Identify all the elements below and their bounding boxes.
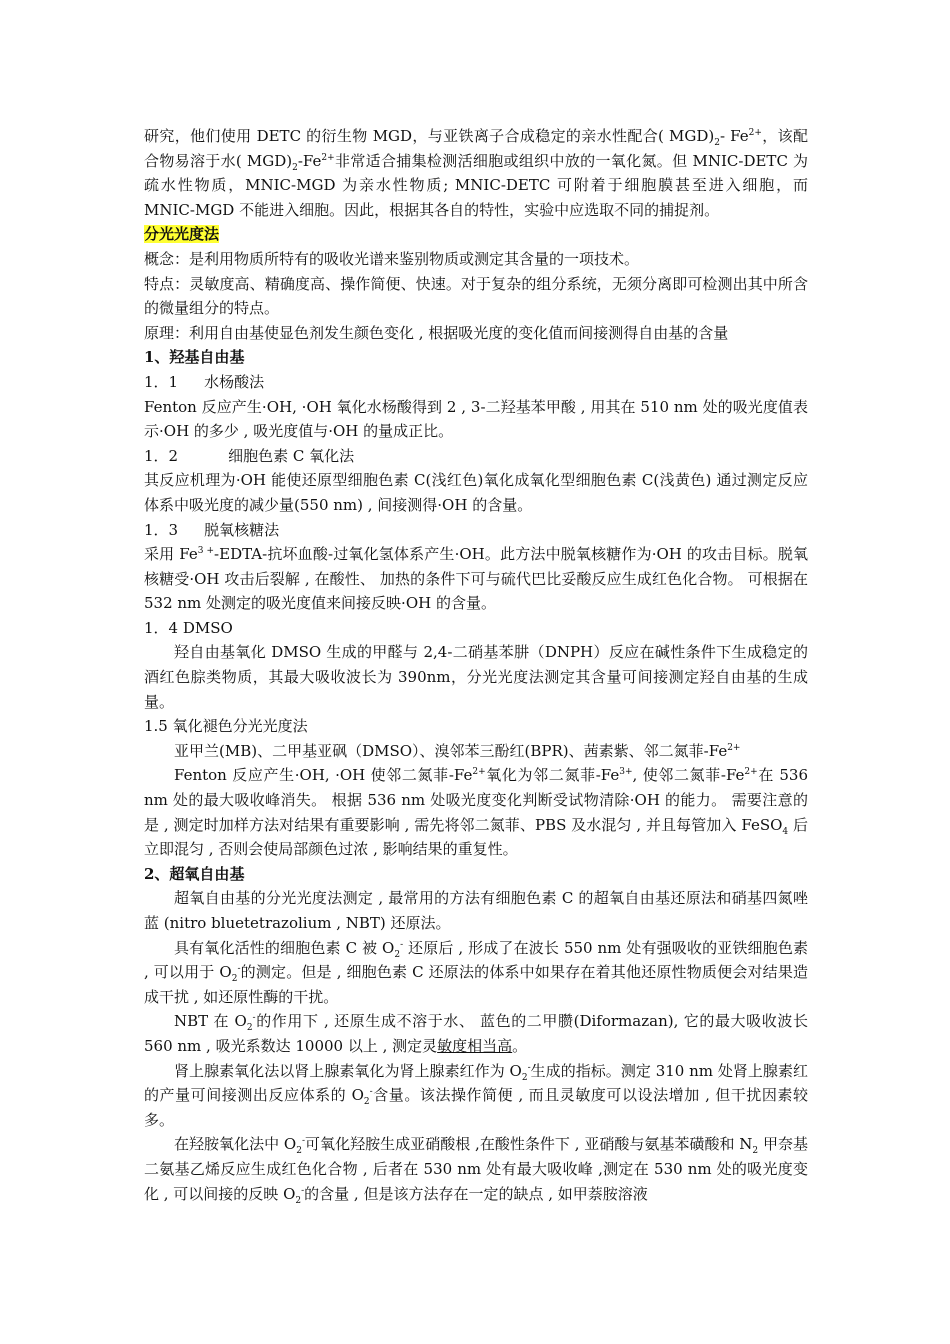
principle-line: 原理：利用自由基使显色剂发生颜色变化 , 根据吸光度的变化值而间接测得自由基的含量 bbox=[144, 323, 729, 342]
subscript: 2 bbox=[521, 1072, 528, 1083]
method-text-1-4: 羟自由基氧化 DMSO 生成的甲醛与 2,4-二硝基苯肼（DNPH）反应在碱性条件下生成稳定的酒红色腙类物质，其最大吸收波长为 390nm，分光光度法测定其含量可间接测定羟自由基的生成量。 bbox=[144, 643, 808, 711]
text-run: 采用 Fe bbox=[144, 545, 198, 564]
subscript: 2 bbox=[714, 138, 720, 148]
method-name: 水杨酸法 bbox=[204, 372, 265, 391]
method-name: 脱氧核糖法 bbox=[204, 520, 280, 539]
concept-line: 概念：是利用物质所特有的吸收光谱来鉴别物质或测定其含量的一项技术。 bbox=[144, 249, 640, 268]
text-run: 的测定。但是 , 细胞色素 C 还原法的体系中如果存在着其他还原性物质便会对结果造成干扰 , 如还原性酶的干扰。 bbox=[144, 963, 808, 1006]
superoxide-paragraph-4 bbox=[144, 1059, 808, 1133]
text-run: 氧化为邻二氮菲-Fe bbox=[485, 766, 620, 785]
document-body bbox=[144, 124, 808, 1206]
superscript: - bbox=[301, 1136, 306, 1147]
text-run: , 使邻二氮菲-Fe bbox=[632, 766, 745, 785]
method-heading-1-3 bbox=[144, 518, 808, 543]
text-run: 在羟胺氧化法中 O bbox=[174, 1135, 297, 1154]
method-heading-1-1 bbox=[144, 370, 808, 395]
superscript: - bbox=[237, 964, 241, 975]
superscript: 2+ bbox=[472, 767, 486, 778]
text-run: 研究，他们使用 DETC 的衍生物 MGD，与亚铁离子合成稳定的亲水性配合( MGD) bbox=[144, 127, 715, 145]
section-heading-hydroxyl: 1、羟基自由基 bbox=[144, 348, 245, 367]
text-run: Fenton 反应产生·OH, ·OH 使邻二氮菲-Fe bbox=[174, 766, 473, 785]
text-run: 非常适合捕集检测活细胞或组织中放的一氧化氮。但 MNIC-DETC 为疏水性物质，MNIC-MGD 为亲水性物质; MNIC-DETC 可附着于细胞膜甚至进入细胞，而 MNIC-MGD 不能进入细胞。因此，根据其各自的特性，实验中应选取不同的捕捉剂。 bbox=[144, 151, 809, 219]
text-run: -EDTA-抗坏血酸-过氧化氢体系产生·OH。此方法中脱氧核糖作为·OH 的攻击目标。脱氧核糖受·OH 攻击后裂解 , 在酸性、 加热的条件下可与硫代巴比妥酸反应生成红色化合物。 可根据在 532 nm 处测定的吸光度值来间接反映·OH 的含量。 bbox=[144, 545, 808, 613]
method-number: 1．2 bbox=[144, 446, 179, 465]
method-name: 细胞色素 C 氧化法 bbox=[228, 446, 355, 465]
subscript: 2 bbox=[295, 1195, 302, 1206]
superscript: 2+ bbox=[748, 128, 762, 138]
section-heading-spectrophotometry bbox=[144, 222, 808, 247]
text-run: ，该配合物易溶于水( MGD) bbox=[144, 127, 808, 170]
subscript: 2 bbox=[231, 974, 238, 985]
superscript: - bbox=[252, 1013, 256, 1024]
features-line: 特点：灵敏度高、精确度高、操作简便、快速。对于复杂的组分系统，无须分离即可检测出其中所含的微量组分的特点。 bbox=[144, 274, 808, 318]
subscript: 4 bbox=[782, 826, 789, 837]
text-run: 甲奈基二氨基乙烯反应生成红色化合物 , 后者在 530 nm 处有最大吸收峰 ,测定在 530 nm 处的吸光度变化 , 可以间接的反映 O bbox=[144, 1135, 808, 1203]
method-number: 1．3 bbox=[144, 520, 179, 539]
text-run: 可氧化羟胺生成亚硝酸根 ,在酸性条件下 , 亚硝酸与氨基苯磺酸和 N bbox=[305, 1135, 753, 1154]
superscript: - bbox=[400, 939, 404, 950]
method-text-1-5 bbox=[144, 763, 808, 861]
superscript: 3 + bbox=[197, 546, 215, 557]
superscript: - bbox=[301, 1185, 305, 1196]
superscript: - bbox=[527, 1062, 531, 1073]
superscript: 2+ bbox=[321, 152, 335, 163]
superoxide-paragraph-5 bbox=[144, 1132, 808, 1206]
superscript: 2+ bbox=[727, 742, 741, 753]
subscript: 2 bbox=[292, 162, 298, 173]
method-text-1-1: Fenton 反应产生·OH, ·OH 氧化水杨酸得到 2 , 3-二羟基苯甲酸 , 用其在 510 nm 处的吸光度值表示·OH 的多少 , 吸光度值与·OH 的量成正比。 bbox=[144, 397, 808, 441]
text-run: 含量。该法操作简便 , 而且灵敏度可以设法增加 , 但干扰因素较多。 bbox=[144, 1086, 808, 1129]
text-run: 亚甲兰(MB)、二甲基亚砜（DMSO）、溴邻苯三酚红(BPR)、茜素紫、邻二氮菲-Fe bbox=[174, 741, 728, 760]
method-text-1-3 bbox=[144, 542, 808, 616]
subscript: 2 bbox=[246, 1023, 253, 1034]
text-run: NBT 在 O bbox=[174, 1012, 247, 1031]
underlined-text: 敏度相当高 bbox=[437, 1036, 513, 1055]
intro-paragraph bbox=[144, 124, 808, 222]
text-run: 的含量 , 但是该方法存在一定的缺点 , 如甲萘胺溶液 bbox=[304, 1184, 648, 1203]
superoxide-paragraph-1: 超氧自由基的分光光度法测定 , 最常用的方法有细胞色素 C 的超氧自由基还原法和硝基四氮唑蓝 (nitro bluetetrazolium , NBT) 还原法。 bbox=[144, 889, 808, 932]
superscript: 2+ bbox=[744, 767, 758, 778]
superoxide-paragraph-3 bbox=[144, 1009, 808, 1058]
method-heading-1-2 bbox=[144, 444, 808, 469]
method-number: 1．1 bbox=[144, 372, 179, 391]
subscript: 2 bbox=[394, 949, 401, 960]
method-heading-1-4: 1．4 DMSO bbox=[144, 618, 233, 637]
subscript: 2 bbox=[296, 1146, 302, 1157]
superscript: 3+ bbox=[619, 767, 633, 778]
text-run: 还原后 , 形成了在波长 550 nm 处有强吸收的亚铁细胞色素 , 可以用于 O bbox=[144, 938, 808, 982]
subscript: 2 bbox=[752, 1146, 759, 1157]
text-run: - Fe bbox=[719, 127, 749, 145]
method-text-1-2: 其反应机理为·OH 能使还原型细胞色素 C(浅红色)氧化成氧化型细胞色素 C(浅黄色) 通过测定反应体系中吸光度的减少量(550 nm) , 间接测得·OH 的含量。 bbox=[144, 471, 808, 514]
superoxide-paragraph-2 bbox=[144, 936, 808, 1010]
section-heading-superoxide: 2、超氧自由基 bbox=[144, 864, 245, 883]
highlighted-heading: 分光光度法 bbox=[144, 225, 220, 244]
text-run: 的作用下 , 还原生成不溶于水、 蓝色的二甲臜(Diformazan), 它的最大吸收波长 560 nm , 吸光系数达 10000 以上 , 测定灵 bbox=[144, 1012, 808, 1055]
text-run: 在 536 nm 处的最大吸收峰消失。 根据 536 nm 处吸光度变化判断受试物清除·OH 的能力。 需要注意的是 , 测定时加样方法对结果有重要影响 , 需先将邻二氮菲、PBS 及水混匀 , 并且每管加入 FeSO bbox=[144, 766, 808, 834]
reagent-list-line bbox=[144, 739, 808, 764]
text-run: 具有氧化活性的细胞色素 C 被 O bbox=[174, 938, 395, 957]
text-run: 肾上腺素氧化法以肾上腺素氧化为肾上腺素红作为 O bbox=[174, 1061, 522, 1080]
text-run: 后立即混匀 , 否则会使局部颜色过浓 , 影响结果的重复性。 bbox=[144, 815, 808, 859]
text-run: 生成的指标。测定 310 nm 处肾上腺素红的产量可间接测出反应体系的 O bbox=[144, 1061, 808, 1105]
method-heading-1-5: 1.5 氧化褪色分光光度法 bbox=[144, 717, 308, 736]
superscript: - bbox=[369, 1087, 373, 1098]
text-run: 。 bbox=[512, 1036, 528, 1055]
text-run: -Fe bbox=[297, 151, 322, 170]
subscript: 2 bbox=[363, 1097, 370, 1108]
